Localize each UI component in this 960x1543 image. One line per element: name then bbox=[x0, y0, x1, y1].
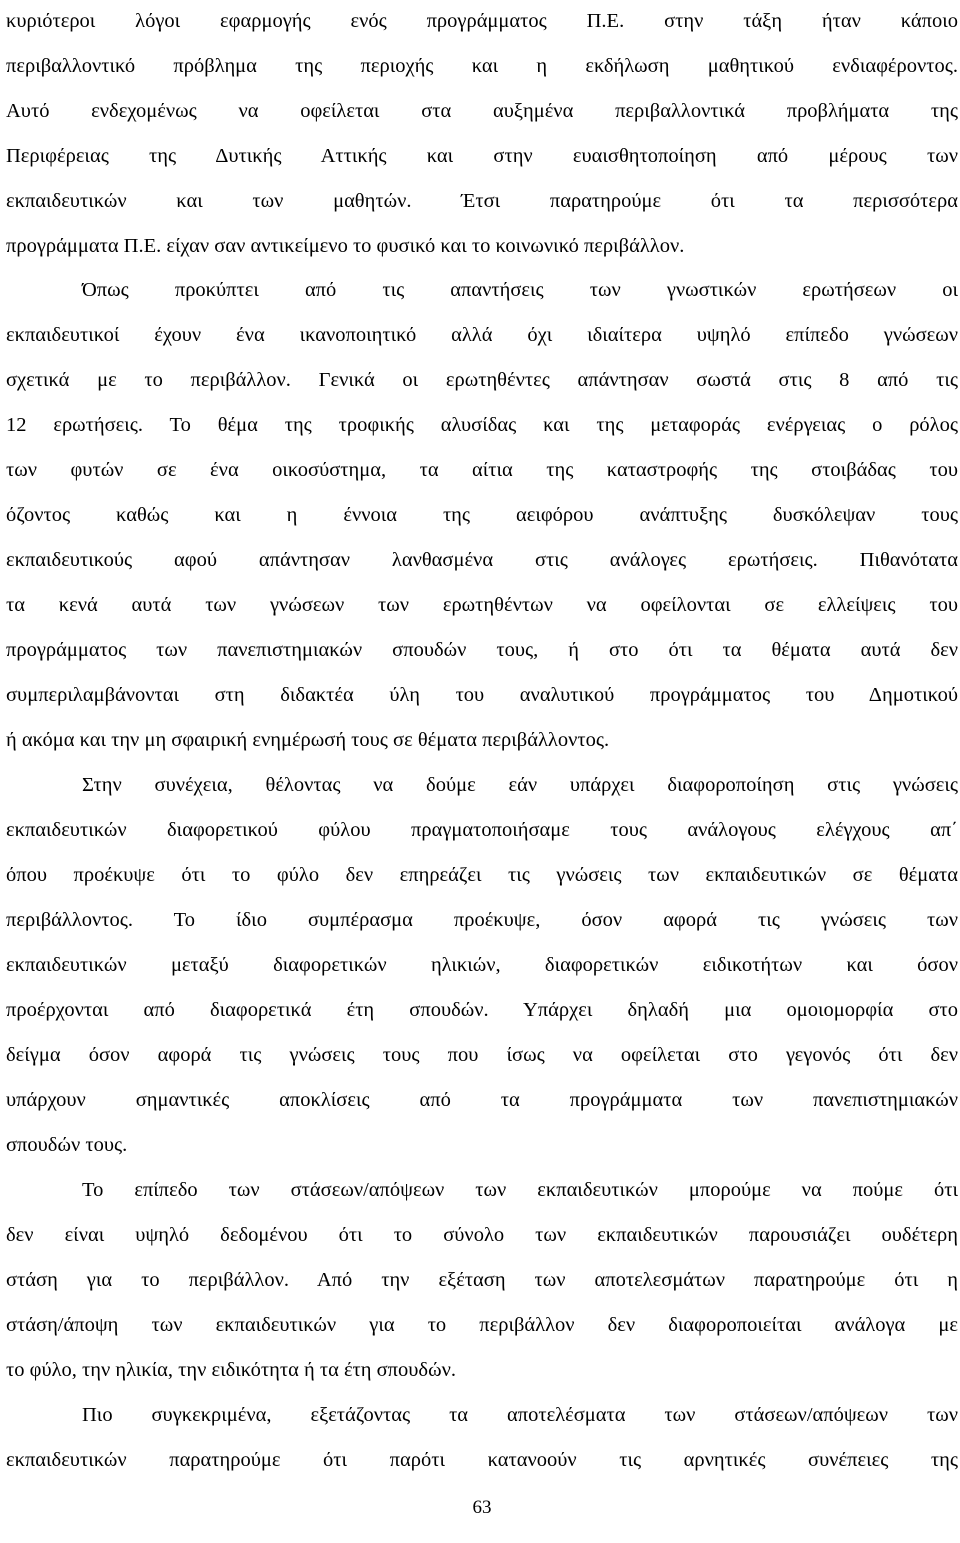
text-line: όπου προέκυψε ότι το φύλο δεν επηρεάζει τις γνώσεις των εκπαιδευτικών σε θέματα bbox=[6, 864, 958, 886]
text-line: σχετικά με το περιβάλλον. Γενικά οι ερωτηθέντες απάντησαν σωστά στις 8 από τις bbox=[6, 369, 958, 391]
text-line: προέρχονται από διαφορετικά έτη σπουδών. Υπάρχει δηλαδή μια ομοιομορφία στο bbox=[6, 999, 958, 1021]
text-line: στάση/άποψη των εκπαιδευτικών για το περιβάλλον δεν διαφοροποιείται ανάλογα με bbox=[6, 1314, 958, 1336]
text-line: συμπεριλαμβάνονται στη διδακτέα ύλη του αναλυτικού προγράμματος του Δημοτικού bbox=[6, 684, 958, 706]
text-line: δείγμα όσον αφορά τις γνώσεις τους που ίσως να οφείλεται στο γεγονός ότι δεν bbox=[6, 1044, 958, 1066]
text-line: Περιφέρειας της Δυτικής Αττικής και στην ευαισθητοποίηση από μέρους των bbox=[6, 145, 958, 167]
text-line: περιβαλλοντικό πρόβλημα της περιοχής και η εκδήλωση μαθητικού ενδιαφέροντος. bbox=[6, 55, 958, 77]
text-line: δεν είναι υψηλό δεδομένου ότι το σύνολο των εκπαιδευτικών παρουσιάζει ουδέτερη bbox=[6, 1224, 958, 1246]
text-line: ή ακόμα και την μη σφαιρική ενημέρωσή τους σε θέματα περιβάλλοντος. bbox=[6, 729, 610, 751]
text-line: εκπαιδευτικών μεταξύ διαφορετικών ηλικιών, διαφορετικών ειδικοτήτων και όσον bbox=[6, 954, 958, 976]
text-line: Το επίπεδο των στάσεων/απόψεων των εκπαιδευτικών μπορούμε να πούμε ότι bbox=[82, 1179, 958, 1201]
text-line: Πιο συγκεκριμένα, εξετάζοντας τα αποτελέσματα των στάσεων/απόψεων των bbox=[82, 1404, 958, 1426]
text-line: εκπαιδευτικών διαφορετικού φύλου πραγματοποιήσαμε τους ανάλογους ελέγχους απ΄ bbox=[6, 819, 958, 841]
document-page bbox=[6, 0, 958, 1543]
text-line: στάση για το περιβάλλον. Από την εξέταση των αποτελεσμάτων παρατηρούμε ότι η bbox=[6, 1269, 958, 1291]
text-line: 12 ερωτήσεις. Το θέμα της τροφικής αλυσίδας και της μεταφοράς ενέργειας ο ρόλος bbox=[6, 414, 958, 436]
text-line: εκπαιδευτικοί έχουν ένα ικανοποιητικό αλλά όχι ιδιαίτερα υψηλό επίπεδο γνώσεων bbox=[6, 324, 958, 346]
text-line: υπάρχουν σημαντικές αποκλίσεις από τα προγράμματα των πανεπιστημιακών bbox=[6, 1089, 958, 1111]
text-line: περιβάλλοντος. Το ίδιο συμπέρασμα προέκυψε, όσον αφορά τις γνώσεις των bbox=[6, 909, 958, 931]
text-line: Στην συνέχεια, θέλοντας να δούμε εάν υπάρχει διαφοροποίηση στις γνώσεις bbox=[82, 774, 958, 796]
text-line: κυριότεροι λόγοι εφαρμογής ενός προγράμματος Π.Ε. στην τάξη ήταν κάποιο bbox=[6, 10, 958, 32]
text-line: των φυτών σε ένα οικοσύστημα, τα αίτια της καταστροφής της στοιβάδας του bbox=[6, 459, 958, 481]
text-line: εκπαιδευτικούς αφού απάντησαν λανθασμένα στις ανάλογες ερωτήσεις. Πιθανότατα bbox=[6, 549, 958, 571]
text-line: εκπαιδευτικών παρατηρούμε ότι παρότι κατανοούν τις αρνητικές συνέπειες της bbox=[6, 1449, 958, 1471]
text-line: το φύλο, την ηλικία, την ειδικότητα ή τα έτη σπουδών. bbox=[6, 1359, 456, 1381]
text-line: Αυτό ενδεχομένως να οφείλεται στα αυξημένα περιβαλλοντικά προβλήματα της bbox=[6, 100, 958, 122]
text-line: Όπως προκύπτει από τις απαντήσεις των γνωστικών ερωτήσεων οι bbox=[82, 279, 958, 301]
text-line: όζοντος καθώς και η έννοια της αειφόρου ανάπτυξης δυσκόλεψαν τους bbox=[6, 504, 958, 526]
text-line: σπουδών τους. bbox=[6, 1134, 128, 1156]
text-line: προγράμματα Π.Ε. είχαν σαν αντικείμενο το φυσικό και το κοινωνικό περιβάλλον. bbox=[6, 235, 685, 257]
text-line: προγράμματος των πανεπιστημιακών σπουδών τους, ή στο ότι τα θέματα αυτά δεν bbox=[6, 639, 958, 661]
page-number: 63 bbox=[472, 1497, 492, 1518]
text-line: τα κενά αυτά των γνώσεων των ερωτηθέντων να οφείλονται σε ελλείψεις του bbox=[6, 594, 958, 616]
text-line: εκπαιδευτικών και των μαθητών. Έτσι παρατηρούμε ότι τα περισσότερα bbox=[6, 190, 958, 212]
